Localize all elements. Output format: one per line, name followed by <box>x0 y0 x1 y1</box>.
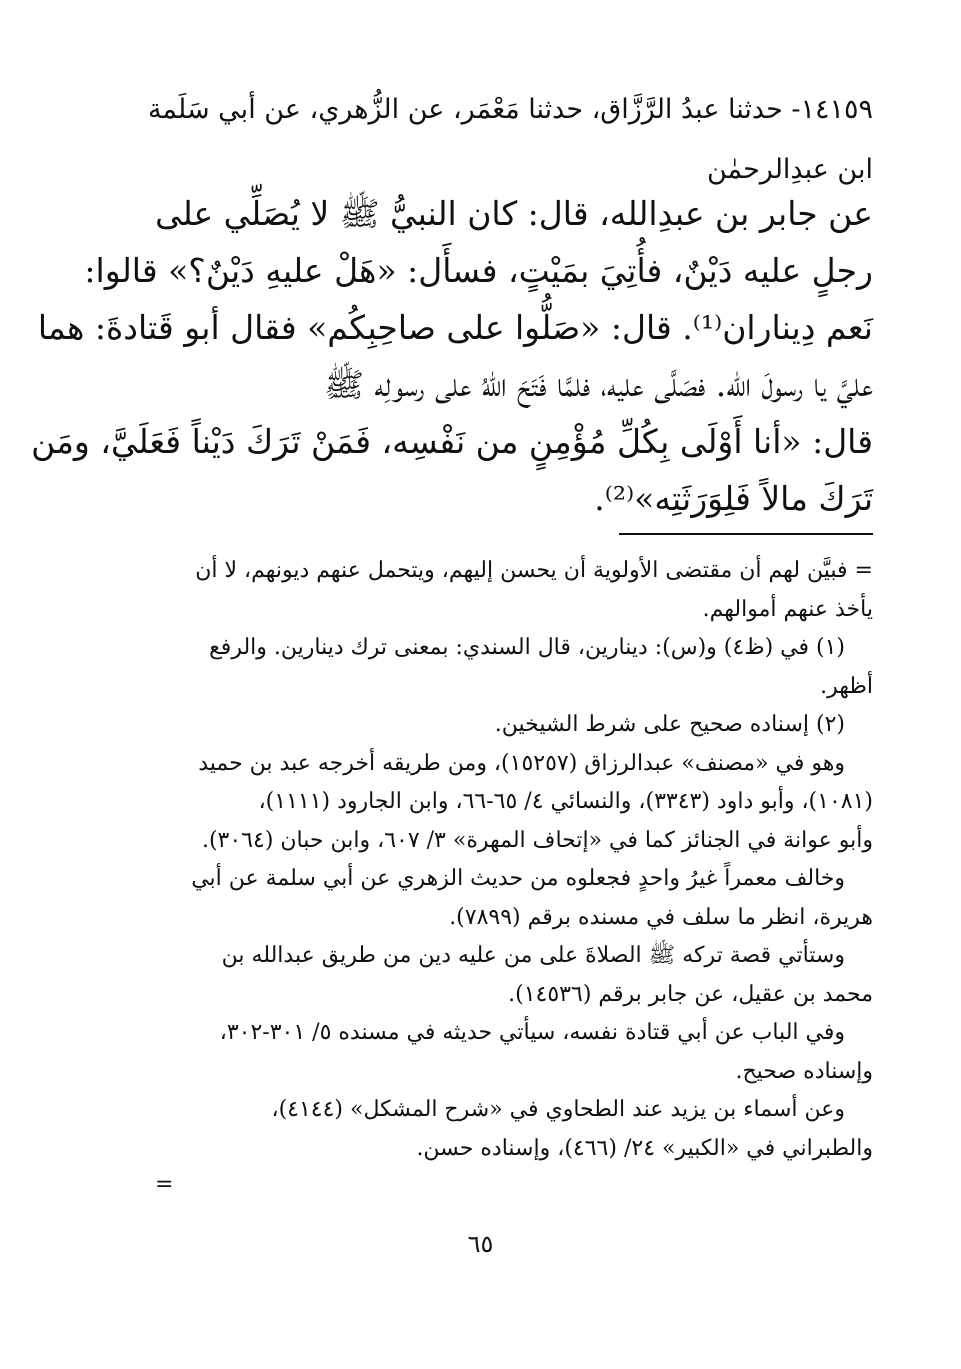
isnad-line: ابن عبدِالرحمٰن <box>706 154 873 185</box>
footnote-2-line: هريرة، انظر ما سلف في مسنده برقم (٧٨٩٩). <box>449 904 873 930</box>
footnote-2-line: وخالف معمراً غيرُ واحدٍ فجعلوه من حديث الزهري عن أبي سلمة عن أبي <box>191 866 845 891</box>
footnote-separator <box>619 533 873 535</box>
matn-line: قال: «أنا أَوْلَى بِكُلِّ مُؤْمِنٍ من نَفْسِه، فَمَنْ تَرَكَ دَيْناً فَعَلَيَّ، ومَن <box>31 422 873 461</box>
hadith-isnad <box>147 80 873 200</box>
footnote-1-line: أظهر. <box>820 673 873 699</box>
footnote-2-line: وإسناده صحيح. <box>735 1058 873 1084</box>
footnote-2-line: وستأتي قصة تركه ﷺ الصلاةَ على من عليه دين من طريق عبدالله بن <box>221 943 845 968</box>
page-number: ٦٥ <box>467 1230 494 1258</box>
footnote-2-line: وهو في «مصنف» عبدالرزاق (١٥٢٥٧)، ومن طريقه أخرجه عبد بن حميد <box>198 750 845 776</box>
matn-line: تَرَكَ مالاً فَلِوَرَثَتِه»⁽²⁾. <box>594 479 873 518</box>
hadith-matn <box>31 185 873 527</box>
footnotes <box>163 552 873 1168</box>
footnote-2-line: محمد بن عقيل، عن جابر برقم (١٤٥٣٦). <box>508 981 873 1007</box>
matn-line: عليَّ يا رسولَ الله. فصَلَّى عليه، فلمَّا فَتَحَ اللهُ على رسولِه ﷺ <box>324 365 873 404</box>
footnote-2-line: وأبو عوانة في الجنائز كما في «إتحاف المهرة» ٣/ ٦٠٧، وابن حبان (٣٠٦٤). <box>201 827 873 853</box>
footnote-continuation-mark: = <box>155 1172 174 1197</box>
footnote-2-line: (١٠٨١)، وأبو داود (٣٣٤٣)، والنسائي ٤/ ٦٥-٦٦، وابن الجارود (١١١١)، <box>258 789 873 814</box>
isnad-line: ١٤١٥٩- حدثنا عبدُ الرَّزَّاق، حدثنا مَعْمَر، عن الزُّهري، عن أبي سَلَمة <box>147 94 873 125</box>
matn-line: نَعم دِيناران⁽¹⁾. قال: «صَلُّوا على صاحِبِكُم» فقال أبو قَتادةَ: هما <box>37 308 873 347</box>
footnote-2-line: وعن أسماء بن يزيد عند الطحاوي في «شرح المشكل» (٤١٤٤)، <box>271 1097 845 1122</box>
footnote-carryover-line: = فبيَّن لهم أن مقتضى الأولوية أن يحسن إليهم، ويتحمل عنهم ديونهم، لا أن <box>195 558 873 583</box>
matn-line: رجلٍ عليه دَيْنٌ، فأُتِيَ بمَيْتٍ، فسأَل: «هَلْ عليهِ دَيْنٌ؟» قالوا: <box>84 251 873 290</box>
matn-line: عن جابر بن عبدِالله، قال: كان النبيُّ ﷺ لا يُصَلِّي على <box>155 194 873 233</box>
footnote-2-title: (٢) إسناده صحيح على شرط الشيخين. <box>494 712 845 737</box>
footnote-1-line: (١) في (ظ٤) و(س): دينارين، قال السندي: بمعنى ترك دينارين. والرفع <box>209 635 845 660</box>
footnote-2-line: وفي الباب عن أبي قتادة نفسه، سيأتي حديثه في مسنده ٥/ ٣٠١-٣٠٢، <box>219 1020 845 1045</box>
footnote-2-line: والطبراني في «الكبير» ٢٤/ (٤٦٦)، وإسناده حسن. <box>416 1135 873 1161</box>
footnote-carryover-line: يأخذ عنهم أموالهم. <box>702 596 873 622</box>
